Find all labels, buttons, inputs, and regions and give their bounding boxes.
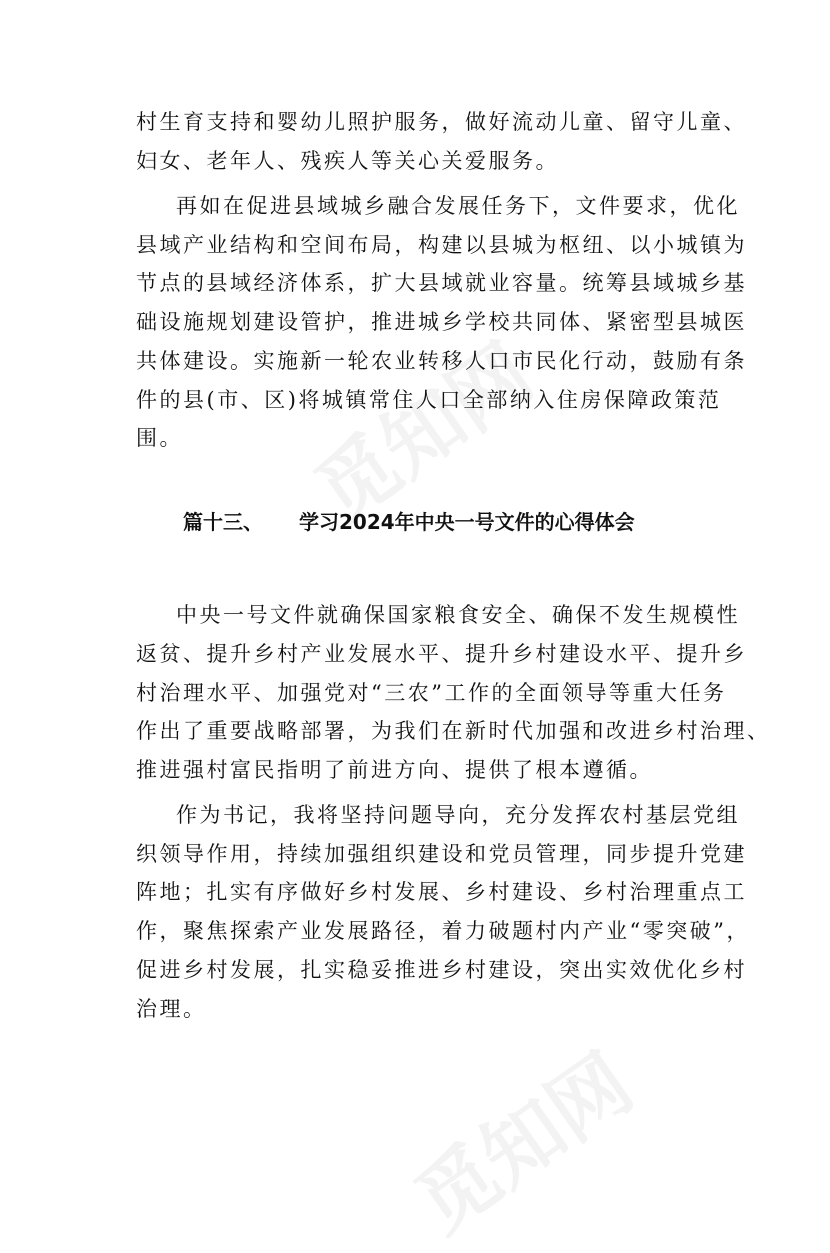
- paragraph-line: 推进强村富民指明了前进方向、提供了根本遵循。: [136, 758, 653, 782]
- paragraph-line: 再如在促进县域城乡融合发展任务下，文件要求，优化: [176, 194, 740, 218]
- paragraph-line: 村生育支持和婴幼儿照护服务，做好流动儿童、留守儿童、: [136, 110, 747, 134]
- paragraph-line: 作为书记，我将坚持问题导向，充分发挥农村基层党组: [176, 803, 740, 827]
- watermark-logo: [389, 1022, 652, 1253]
- paragraph-line: 围。: [136, 426, 183, 450]
- paragraph-line: 妇女、老年人、残疾人等关心关爱服务。: [136, 149, 559, 173]
- paragraph-line: 阵地；扎实有序做好乡村发展、乡村建设、乡村治理重点工: [136, 880, 747, 904]
- paragraph-line: 共体建设。实施新一轮农业转移人口市民化行动，鼓励有条: [136, 349, 747, 373]
- paragraph-line: 县域产业结构和空间布局，构建以县城为枢纽、以小城镇为: [136, 233, 747, 257]
- paragraph-line: 促进乡村发展，扎实稳妥推进乡村建设，突出实效优化乡村: [136, 958, 747, 982]
- paragraph-line: 础设施规划建设管护，推进城乡学校共同体、紧密型县城医: [136, 310, 747, 334]
- paragraph-line: 作出了重要战略部署，为我们在新时代加强和改进乡村治理、: [136, 719, 771, 743]
- paragraph-line: 件的县(市、区)将城镇常住人口全部纳入住房保障政策范: [136, 388, 722, 412]
- section-heading: [183, 507, 635, 537]
- paragraph-line: 节点的县域经济体系，扩大县域就业容量。统筹县域城乡基: [136, 271, 747, 295]
- paragraph-line: 治理。: [136, 997, 207, 1021]
- paragraph-line: 作，聚焦探索产业发展路径，着力破题村内产业“零突破”，: [136, 919, 750, 943]
- section-title: 学习2024年中央一号文件的心得体会: [299, 510, 635, 534]
- paragraph-line: 返贫、提升乡村产业发展水平、提升乡村建设水平、提升乡: [136, 642, 747, 666]
- paragraph-line: 中央一号文件就确保国家粮食安全、确保不发生规模性: [176, 603, 740, 627]
- section-number: 篇十三、: [183, 510, 263, 534]
- paragraph-line: 织领导作用，持续加强组织建设和党员管理，同步提升党建: [136, 842, 747, 866]
- paragraph-line: 村治理水平、加强党对“三农”工作的全面领导等重大任务: [136, 681, 727, 705]
